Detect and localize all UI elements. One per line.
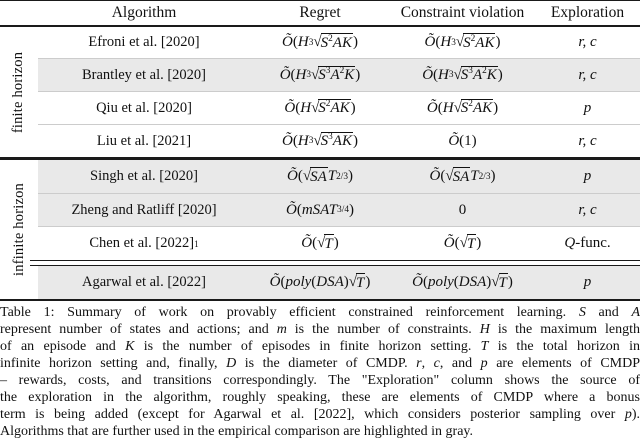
algorithm-cell: Qiu et al. [2020] <box>38 91 250 124</box>
column-header-constraint-violation: Constraint violation <box>400 4 525 21</box>
exploration-cell: p <box>535 266 640 299</box>
regret-cell: Õ ( poly ( DSA ) √ T ) <box>250 266 390 299</box>
caption-line: represent number of states and actions; and m is the number of constraints. H is the maximum length <box>0 322 640 337</box>
violation-cell: Õ ( H 3 √ $S^3A^2K$ ) <box>390 58 535 91</box>
regret-cell: Õ ( √ T ) <box>250 226 390 260</box>
caption-line: Table 1: Summary of work on provably efficient constrained reinforcement learning. S and A <box>0 305 640 320</box>
algorithm-cell: Brantley et al. [2020] <box>38 58 250 91</box>
caption-line: infinite horizon setting and, finally, D is the diameter of CMDP. r, c, and p are elements of CMDP <box>0 356 640 371</box>
exploration-cell: p <box>535 160 640 193</box>
regret-cell: Õ ( H 3 √ $S^3AK$ ) <box>250 124 390 157</box>
algorithm-cell: Zheng and Ratliff [2020] <box>38 193 250 226</box>
exploration-cell: p <box>535 91 640 124</box>
violation-cell: 0 <box>390 193 535 226</box>
algorithm-cell: Chen et al. [2022] 1 <box>38 226 250 260</box>
violation-cell: Õ ( √ T ) <box>390 226 535 260</box>
column-header-exploration: Exploration <box>550 4 625 21</box>
algorithm-cell: Liu et al. [2021] <box>38 124 250 157</box>
section-label-infinite-horizon: infinite horizon <box>10 183 27 276</box>
column-header-regret: Regret <box>299 4 341 21</box>
regret-cell: Õ ( H 3 √ $S^2AK$ ) <box>282 33 358 51</box>
exploration-cell: r, c <box>578 34 597 50</box>
exploration-cell: r, c <box>535 58 640 91</box>
caption-line: of an episode and K is the number of episodes in finite horizon setting. T is the total horizon in <box>0 339 640 354</box>
regret-cell: Õ ( √ SA T 2/3 ) <box>250 160 390 193</box>
violation-cell: Õ ( poly ( DSA ) √ T ) <box>390 266 535 299</box>
caption-line: term is being added (except for Agarwal et al. [2022], which considers posterior sampling over p). <box>0 407 640 422</box>
exploration-cell: r, c <box>535 193 640 226</box>
algorithm-cell: Agarwal et al. [2022] <box>38 266 250 299</box>
column-header-algorithm: Algorithm <box>111 4 177 21</box>
regret-cell: Õ ( H 3 √ $S^3A^2K$ ) <box>250 58 390 91</box>
violation-cell: Õ ( H 3 √ $S^2AK$ ) <box>424 33 501 51</box>
caption-line: Algorithms that are further used in the empirical comparison are highlighted in gray. <box>0 424 474 439</box>
violation-cell: Õ ( H √ $S^2AK$ ) <box>390 91 535 124</box>
violation-cell: Õ ( √ SA T 2/3 ) <box>390 160 535 193</box>
algorithm-cell: Singh et al. [2020] <box>38 160 250 193</box>
caption-line: – rewards, costs, and transitions correspondingly. The "Exploration" column shows the source of <box>0 373 640 388</box>
table-caption <box>0 304 640 440</box>
exploration-cell: r, c <box>535 124 640 157</box>
violation-cell: Õ (1) <box>390 124 535 157</box>
regret-cell: Õ ( H √ $S^2AK$ ) <box>250 91 390 124</box>
section-label-finite-horizon: finite horizon <box>10 51 27 133</box>
regret-cell: Õ ( mSAT 3/4 ) <box>250 193 390 226</box>
exploration-cell: Q -func. <box>535 226 640 260</box>
caption-line: the exploration in the algorithm, roughly speaking, these are elements of CMDP where a bonus <box>0 390 640 405</box>
algorithm-cell: Efroni et al. [2020] <box>88 34 200 50</box>
